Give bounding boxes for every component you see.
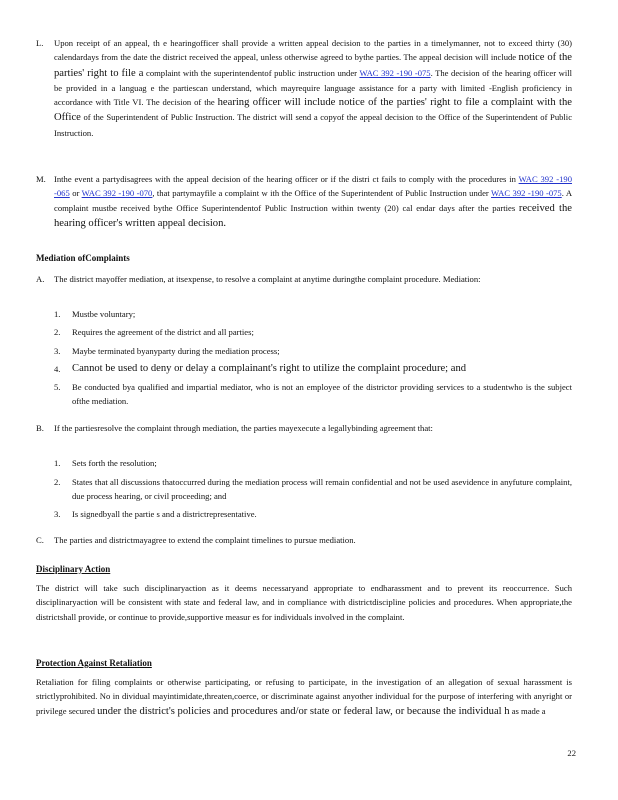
retaliation-text-a: Retaliation for filing complaints or otherwise participating, or refusing to participate, in the investigation of an allegation of sexual harassment is strictlyprohibited. No in dividual mayintimidate,threaten,coerce, or discriminate against anyother individual for the purpose of interfering with anyright or privilege secured	[36, 677, 572, 716]
disciplinary-heading: Disciplinary Action	[36, 564, 111, 574]
section-m-text	[54, 172, 572, 231]
mediation-item: Mustbe voluntary;	[72, 309, 136, 319]
mediation-heading: Mediation ofComplaints	[36, 253, 130, 263]
retaliation-heading: Protection Against Retaliation	[36, 658, 152, 668]
mediation-item: Maybe terminated byanyparty during the mediation process;	[72, 346, 280, 356]
mediation-c-label: C.	[36, 535, 44, 545]
section-m-text-b: , that partymayfile a complaint w ith the Office of the Superintendent of Public Instruction under	[152, 188, 489, 199]
mediation-item-number: 3.	[54, 346, 61, 356]
section-l-label: L.	[36, 38, 44, 48]
section-m-text-d: received the hearing officer's written appeal decision.	[54, 202, 572, 229]
agreement-item: Is signedbyall the partie s and a districtrepresentative.	[72, 509, 257, 519]
wac-link-075-m[interactable]: WAC 392 -190 -075	[491, 188, 562, 199]
mediation-b-text: If the partiesresolve the complaint through mediation, the parties mayexecute a legallybinding agreement that:	[54, 423, 433, 433]
page-number: 22	[567, 748, 576, 758]
retaliation-text-b: under the district's policies and procedures and/or state or federal law, or because the individual h	[97, 705, 510, 717]
mediation-c-text: The parties and districtmayagree to extend the complaint timelines to pursue mediation.	[54, 535, 356, 545]
mediation-item-number: 5.	[54, 382, 61, 392]
section-m-text-c: . A complaint mustbe received bythe Office Superintendentof Public Instruction within twenty (20) cal endar days after the parties	[54, 188, 573, 213]
section-l-text-f: of the Superintendent of Public Instruction. The district will send a copyof the appeal decision to the Office of the Superintendent of Public Instruction.	[54, 112, 573, 138]
agreement-item: States that all discussions thatoccurred during the mediation process will remain confidential and not be used asevidence in anyfuture complaint, due process hearing, or civil proceeding; and	[72, 477, 572, 502]
mediation-item-number: 4.	[54, 364, 61, 374]
section-l-text	[54, 36, 572, 140]
mediation-a-text: The district mayoffer mediation, at itsexpense, to resolve a complaint at anytime duringthe complaint procedure. Mediation:	[54, 274, 481, 284]
mediation-b-label: B.	[36, 423, 44, 433]
agreement-item-number: 1.	[54, 458, 61, 468]
section-l-text-a: Upon receipt of an appeal, th e hearingofficer shall provide a written appeal decision to the parties in a timelymanner, not to exceed thirty (30) calendardays from the date the district received the appeal, unless otherwise agreed to bythe parties. The appeal decision will include	[54, 38, 572, 63]
section-m-text-a: Inthe event a partydisagrees with the appeal decision of the hearing officer or if the distri ct fails to comply with the procedures in	[54, 174, 516, 184]
section-m-label: M.	[36, 174, 46, 184]
mediation-item-number: 2.	[54, 327, 61, 337]
section-l-text-b: notice of the parties' right to file a	[54, 52, 572, 79]
agreement-item-number: 2.	[54, 477, 61, 487]
wac-link-065[interactable]: WAC 392 -190 -065	[54, 174, 572, 199]
wac-link-070[interactable]: WAC 392 -190 -070	[81, 188, 153, 199]
mediation-a-label: A.	[36, 274, 45, 284]
section-l-text-e: hearing officer will include notice of the parties' right to file a complaint with the Office	[54, 97, 572, 124]
retaliation-text	[36, 675, 572, 719]
section-l-text-c: complaint with the superintendentof public instruction under	[146, 67, 358, 78]
mediation-item: Requires the agreement of the district and all parties;	[72, 327, 254, 337]
disciplinary-text: The district will take such disciplinaryaction as it deems necessaryand appropriate to endharassment and to prevent its reoccurrence. Such disciplinaryaction will be consistent with state and federal law, and in compliance with districtdiscipline policies and procedures. When appropriate,the districtshall provide, or continue to provide,supportive measur es for individuals involved in the complaint.	[36, 583, 572, 622]
retaliation-text-c: as made a	[511, 705, 546, 716]
mediation-item-number: 1.	[54, 309, 61, 319]
section-m-or: or	[72, 188, 80, 199]
agreement-item-number: 3.	[54, 509, 61, 519]
section-l-text-d: . The decision of the hearing officer will be provided in a languag e the partiescan understand, which mayrequire language assistance for a party with limited -English proficiency in accordance with Title VI. The decision of the	[54, 67, 573, 108]
mediation-item: Be conducted bya qualified and impartial mediator, who is not an employee of the districtor providing services to a studentwho is the subject ofthe mediation.	[72, 382, 572, 407]
wac-link-075[interactable]: WAC 392 -190 -075	[359, 67, 431, 78]
mediation-item: Cannot be used to deny or delay a complainant's right to utilize the complaint procedure; and	[72, 363, 467, 374]
agreement-item: Sets forth the resolution;	[72, 458, 157, 468]
